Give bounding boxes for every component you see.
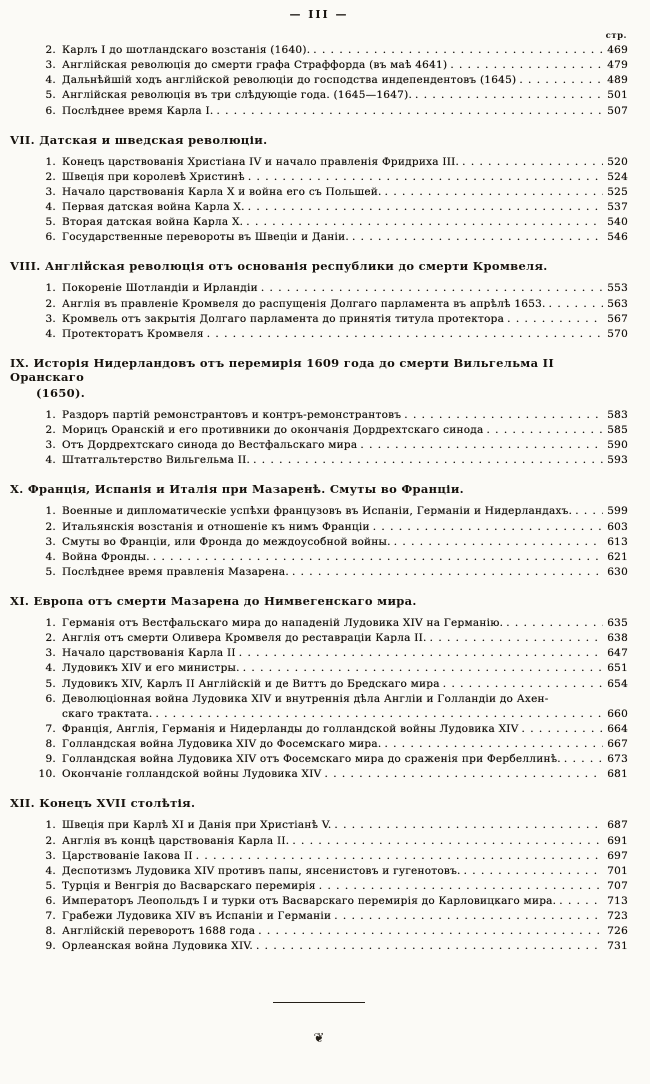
- entry-page-number: 546: [607, 231, 628, 244]
- entry-title: Англійская революція въ три слѣдующіе года. (1645—1647).: [62, 89, 413, 102]
- dot-leader: [334, 910, 603, 923]
- entry-page-number: 489: [607, 74, 628, 87]
- dot-leader: [216, 105, 603, 118]
- section-heading: VII. Датская и шведская революціи.: [10, 132, 268, 147]
- dot-leader: [360, 439, 603, 452]
- section-heading-continuation: (1650).: [36, 385, 85, 400]
- entry-title: Итальянскія возстанія и отношеніе къ нимъ Франціи: [62, 520, 370, 533]
- dot-leader: [256, 940, 603, 953]
- entry-title: Грабежи Лудовика XIV въ Испаніи и Германіи: [62, 910, 332, 923]
- entry-page-number: 697: [607, 849, 628, 862]
- entry-page-number: 726: [607, 925, 628, 938]
- entry-page-number: 638: [607, 632, 628, 645]
- toc-entry: [34, 647, 628, 660]
- entry-title: Англійскій переворотъ 1688 года: [62, 925, 256, 938]
- entry-title: Протекторатъ Кромвеля: [62, 327, 204, 340]
- toc-entry: [34, 708, 628, 721]
- entry-number: 4.: [45, 550, 56, 563]
- entry-number: 1.: [45, 617, 56, 629]
- toc-entry: [34, 328, 628, 341]
- entry-number: 5.: [45, 677, 56, 690]
- page-number-header: — III —: [289, 8, 349, 21]
- dot-leader: [258, 925, 603, 938]
- dot-leader: [325, 768, 603, 781]
- toc-entry: [34, 551, 628, 564]
- entry-title: Штатгальтерство Вильгельма II.: [62, 454, 251, 467]
- entry-page-number: 553: [607, 282, 628, 295]
- entry-number: 4.: [45, 454, 56, 467]
- entry-number: 6.: [45, 692, 56, 705]
- entry-number: 2.: [45, 520, 56, 533]
- entry-page-number: 585: [607, 424, 628, 436]
- entry-number: 4.: [45, 74, 56, 87]
- entry-page-number: 537: [607, 201, 628, 213]
- entry-title: Лудовикъ XIV и его министры.: [62, 662, 240, 675]
- toc-entry: [34, 566, 628, 579]
- toc-entry: [34, 617, 628, 630]
- entry-number: 4.: [45, 662, 56, 675]
- entry-page-number: 570: [607, 327, 628, 340]
- entry-page-number: 701: [607, 864, 628, 877]
- toc-entry: [34, 74, 628, 87]
- dot-leader: [507, 313, 603, 326]
- entry-page-number: 520: [607, 155, 628, 168]
- entry-number: 8.: [45, 925, 56, 938]
- toc-entry: [34, 738, 628, 751]
- toc-entry: [34, 59, 628, 72]
- dot-leader: [153, 551, 603, 564]
- entry-number: 1.: [45, 155, 56, 168]
- entry-title: Раздоръ партій ремонстрантовъ и контръ-ремонстрантовъ: [62, 408, 402, 421]
- dot-leader: [334, 819, 603, 832]
- toc-entry: [34, 678, 628, 691]
- entry-number: 4.: [45, 327, 56, 340]
- dot-leader: [261, 282, 603, 295]
- entry-title: Окончаніе голландской войны Лудовика XIV: [62, 768, 322, 781]
- entry-title: Англійская революція до смерти графа Страффорда (въ маѣ 4641): [62, 59, 448, 72]
- toc-entry: [34, 753, 628, 766]
- toc-entry: [34, 835, 628, 848]
- entry-title: Швеція при Карлѣ XI и Данія при Христіанѣ V.: [62, 819, 332, 832]
- toc-entry: [34, 895, 628, 908]
- section-heading: XII. Конецъ XVII столѣтія.: [10, 796, 196, 811]
- entry-title: Отъ Дордрехтскаго синода до Вестфальскаго мира: [62, 439, 358, 452]
- toc-entry: [34, 723, 628, 736]
- toc-entry: [34, 231, 628, 244]
- toc-entry: [34, 282, 628, 295]
- entry-number: 2.: [45, 170, 56, 183]
- entry-number: 1.: [45, 282, 56, 295]
- toc-entry: [34, 171, 628, 184]
- entry-title: Начало царствованія Карла X и война его съ Польшей.: [62, 185, 382, 198]
- entry-title: Императоръ Леопольдъ I и турки отъ Васварскаго перемирія до Карловицкаго мира.: [62, 895, 557, 907]
- entry-page-number: 654: [607, 677, 628, 690]
- toc-entry: [34, 940, 628, 953]
- entry-page-number: 507: [607, 104, 628, 117]
- dot-leader: [243, 662, 603, 675]
- dot-leader: [196, 850, 603, 863]
- dot-leader: [522, 723, 603, 736]
- entry-number: 2.: [45, 424, 56, 436]
- entry-page-number: 660: [607, 707, 628, 720]
- entry-page-number: 613: [607, 535, 628, 548]
- toc-entry: [34, 313, 628, 326]
- toc-entry: [34, 521, 628, 534]
- dot-leader: [292, 835, 603, 848]
- entry-page-number: 540: [607, 216, 628, 229]
- entry-number: 1.: [45, 408, 56, 421]
- section-heading: X. Франція, Испанія и Италія при Мазаренѣ. Смуты во Франціи.: [10, 482, 464, 497]
- entry-page-number: 731: [607, 940, 628, 953]
- entry-number: 5.: [45, 879, 56, 892]
- entry-title: Деспотизмъ Лудовика XIV противъ папы, янсенистовъ и гугенотовъ.: [62, 864, 461, 877]
- entry-title: Кромвель отъ закрытія Долгаго парламента до принятія титула протектора: [62, 312, 505, 325]
- entry-title: Англія въ правленіе Кромвеля до распущенія Долгаго парламента въ апрѣлѣ 1653.: [62, 297, 546, 310]
- section-heading: IX. Исторія Нидерландовъ отъ перемирія 1609 года до смерти Вильгельма II Оранскаго: [10, 355, 555, 384]
- dot-leader: [253, 454, 603, 467]
- toc-entry: [34, 865, 628, 878]
- entry-title: Швеція при королевѣ Христинѣ: [62, 170, 245, 183]
- dot-leader: [404, 409, 603, 422]
- toc-entry: [34, 880, 628, 893]
- toc-entry: [34, 439, 628, 452]
- toc-sections: [10, 44, 628, 954]
- entry-title: Голландская война Лудовика XIV отъ Фосемскаго мира до сраженія при Фербеллинѣ.: [62, 753, 561, 766]
- dot-leader: [443, 678, 603, 691]
- entry-page-number: 681: [607, 768, 628, 781]
- entry-number: 3.: [45, 439, 56, 452]
- entry-page-number: 647: [607, 647, 628, 660]
- entry-number: 9.: [45, 753, 56, 766]
- toc-entry: [34, 156, 628, 169]
- toc-entry: [34, 850, 628, 863]
- entry-title: Покореніе Шотландіи и Ирландіи: [62, 282, 258, 295]
- entry-title: Карлъ I до шотландскаго возстанія (1640).: [62, 44, 311, 56]
- dot-leader: [450, 59, 603, 72]
- dot-leader: [319, 880, 603, 893]
- dot-leader: [239, 647, 603, 660]
- entry-title: Смуты во Франціи, или Фронда до междоусобной войны.: [62, 535, 391, 548]
- entry-number: 2.: [45, 297, 56, 310]
- dot-leader: [487, 424, 604, 437]
- entry-number: 7.: [45, 910, 56, 923]
- entry-title: Конецъ царствованія Христіана IV и начало правленія Фридриха III.: [62, 155, 460, 168]
- entry-number: 5.: [45, 216, 56, 229]
- entry-number: 6.: [45, 104, 56, 117]
- entry-number: 6.: [45, 231, 56, 244]
- entry-title: Турція и Венгрія до Васварскаго перемирія: [62, 879, 316, 892]
- dot-leader: [462, 156, 603, 169]
- toc-entry: [34, 536, 628, 549]
- entry-title: Царствованіе Іакова II: [62, 849, 193, 862]
- entry-number: 5.: [45, 565, 56, 578]
- entry-number: 9.: [45, 940, 56, 953]
- dot-leader: [394, 536, 603, 549]
- entry-title: скаго трактата.: [62, 707, 153, 720]
- entry-title: Деволюціонная война Лудовика XIV и внутреннія дѣла Англіи и Голландіи до Ахен-: [62, 692, 549, 705]
- section-heading: VIII. Англійская революція отъ основанія республики до смерти Кромвеля.: [10, 259, 548, 274]
- entry-number: 3.: [45, 59, 56, 72]
- entry-number: 10.: [38, 768, 56, 781]
- entry-page-number: 603: [607, 520, 628, 533]
- toc-entry: [34, 105, 628, 118]
- entry-number: 2.: [45, 632, 56, 645]
- entry-page-number: 667: [607, 738, 628, 750]
- entry-number: 3.: [45, 849, 56, 862]
- entry-page-number: 687: [607, 819, 628, 832]
- entry-page-number: 630: [607, 565, 628, 578]
- entry-title: Германія отъ Вестфальскаго мира до нападеній Лудовика XIV на Германію.: [62, 617, 504, 629]
- toc-entry: [34, 298, 628, 311]
- dot-leader: [559, 895, 603, 908]
- dot-leader: [506, 617, 603, 630]
- entry-title: Начало царствованія Карла II: [62, 647, 236, 660]
- printers-ornament: ❦: [313, 1030, 325, 1046]
- entry-page-number: 664: [607, 722, 628, 735]
- entry-page-number: 707: [607, 879, 628, 892]
- dot-leader: [248, 171, 603, 184]
- entry-page-number: 501: [607, 89, 628, 102]
- entry-page-number: 583: [607, 408, 628, 421]
- entry-page-number: 599: [607, 505, 628, 518]
- entry-page-number: 593: [607, 454, 628, 467]
- entry-title: Англія отъ смерти Оливера Кромвеля до реставраціи Карла II.: [62, 632, 427, 645]
- dot-leader: [352, 231, 603, 244]
- entry-page-number: 563: [607, 297, 628, 310]
- end-rule: [273, 1002, 365, 1003]
- entry-page-number: 713: [607, 895, 628, 907]
- entry-number: 4.: [45, 864, 56, 877]
- toc-entry: [34, 454, 628, 467]
- entry-page-number: 469: [607, 44, 628, 56]
- page-column-label: стр.: [605, 31, 627, 41]
- dot-leader: [549, 298, 603, 311]
- toc-entry: [34, 910, 628, 923]
- dot-leader: [385, 186, 603, 199]
- entry-title: Орлеанская война Лудовика XIV.: [62, 940, 253, 953]
- dot-leader: [246, 216, 603, 229]
- entry-page-number: 479: [607, 59, 628, 72]
- toc-entry: [34, 819, 628, 832]
- dot-leader: [415, 89, 603, 102]
- entry-title: Голландская война Лудовика XIV до Фосемскаго мира.: [62, 738, 382, 750]
- dot-leader: [292, 566, 603, 579]
- entry-title: Первая датская война Карла X.: [62, 201, 245, 213]
- entry-title: Послѣднее время Карла I.: [62, 104, 214, 117]
- toc-entry: [34, 89, 628, 102]
- entry-number: 3.: [45, 535, 56, 548]
- dot-leader: [575, 505, 603, 518]
- entry-number: 1.: [45, 505, 56, 518]
- toc-entry: [34, 186, 628, 199]
- entry-title: Государственные перевороты въ Швеціи и Даніи.: [62, 231, 349, 244]
- entry-page-number: 723: [607, 910, 628, 923]
- toc-entry: [34, 693, 628, 706]
- dot-leader: [384, 738, 603, 751]
- entry-number: 1.: [45, 819, 56, 832]
- entry-page-number: 651: [607, 662, 628, 675]
- toc-entry: [34, 925, 628, 938]
- toc-entry: [34, 505, 628, 518]
- entry-title: Франція, Англія, Германія и Нидерланды до голландской войны Лудовика XIV: [62, 722, 519, 735]
- entry-page-number: 635: [607, 617, 628, 629]
- entry-number: 3.: [45, 312, 56, 325]
- dot-leader: [564, 753, 603, 766]
- entry-number: 2.: [45, 834, 56, 847]
- toc-entry: [34, 424, 628, 437]
- entry-page-number: 525: [607, 185, 628, 198]
- entry-title: Англія въ концѣ царствованія Карла II.: [62, 834, 290, 847]
- entry-title: Послѣднее время правленія Мазарена.: [62, 565, 289, 578]
- entry-number: 2.: [45, 44, 56, 56]
- toc-entry: [34, 216, 628, 229]
- dot-leader: [313, 44, 603, 57]
- entry-number: 8.: [45, 738, 56, 750]
- entry-number: 3.: [45, 185, 56, 198]
- entry-page-number: 621: [607, 550, 628, 563]
- dot-leader: [248, 201, 603, 214]
- toc-entry: [34, 768, 628, 781]
- dot-leader: [519, 74, 603, 87]
- dot-leader: [430, 632, 603, 645]
- toc-entry: [34, 409, 628, 422]
- toc-entry: [34, 201, 628, 214]
- entry-page-number: 524: [607, 170, 628, 183]
- entry-number: 7.: [45, 722, 56, 735]
- toc-entry: [34, 662, 628, 675]
- entry-number: 4.: [45, 201, 56, 213]
- dot-leader: [373, 521, 603, 534]
- entry-page-number: 567: [607, 312, 628, 325]
- toc-entry: [34, 44, 628, 57]
- entry-page-number: 673: [607, 753, 628, 766]
- dot-leader: [155, 708, 603, 721]
- section-heading: XI. Европа отъ смерти Мазарена до Нимвегенскаго мира.: [10, 594, 417, 608]
- entry-title: Военные и дипломатическіе успѣхи французовъ въ Испаніи, Германіи и Нидерландахъ.: [62, 505, 573, 518]
- entry-page-number: 590: [607, 439, 628, 452]
- entry-title: Лудовикъ XIV, Карлъ II Англійскій и де Виттъ до Бредскаго мира: [62, 677, 440, 690]
- toc-entry: [34, 632, 628, 645]
- entry-title: Дальнѣйшій ходъ англійской революціи до господства индепендентовъ (1645): [62, 74, 517, 87]
- entry-title: Война Фронды.: [62, 550, 150, 563]
- dot-leader: [207, 328, 603, 341]
- entry-number: 6.: [45, 895, 56, 907]
- dot-leader: [464, 865, 603, 878]
- entry-page-number: 691: [607, 834, 628, 847]
- entry-number: 3.: [45, 647, 56, 660]
- entry-title: Морицъ Оранскій и его противники до окончанія Дордрехтскаго синода: [62, 424, 484, 436]
- entry-title: Вторая датская война Карла X.: [62, 216, 244, 229]
- entry-number: 5.: [45, 89, 56, 102]
